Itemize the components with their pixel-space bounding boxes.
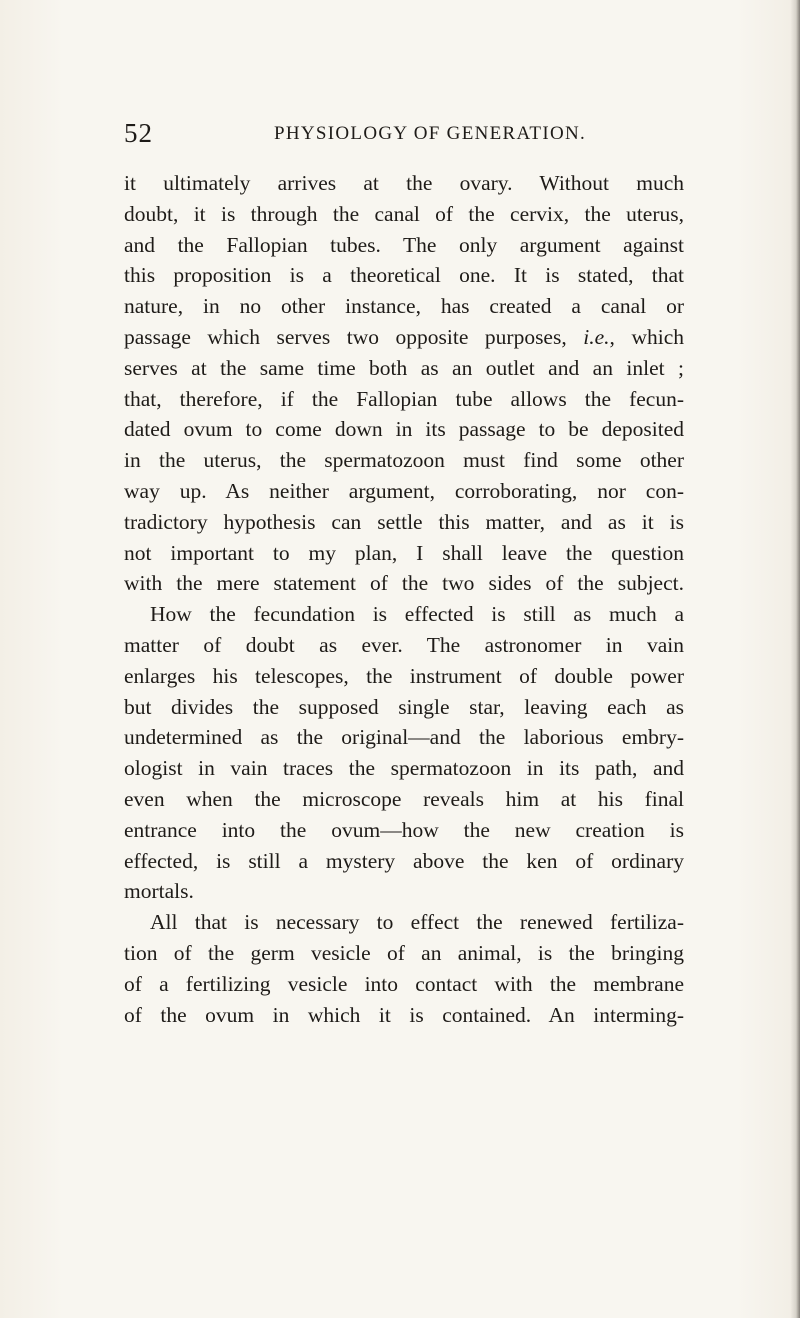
text-line: way up. As neither argument, corroborating, nor con- bbox=[124, 478, 684, 503]
paragraph-2 bbox=[124, 599, 684, 907]
text-line: effected, is still a mystery above the ken of ordinary bbox=[124, 848, 684, 873]
text-line: but divides the supposed single star, leaving each as bbox=[124, 694, 684, 719]
text-line: nature, in no other instance, has created a canal or bbox=[124, 294, 684, 319]
text-line: with the mere statement of the two sides of the subject. bbox=[124, 571, 684, 596]
text-line: undetermined as the original—and the laborious embry- bbox=[124, 725, 684, 750]
text-line: this proposition is a theoretical one. It is stated, that bbox=[124, 263, 684, 288]
text-line: doubt, it is through the canal of the cervix, the uterus, bbox=[124, 201, 684, 226]
page-number: 52 bbox=[124, 118, 153, 148]
paragraph-3 bbox=[124, 907, 684, 1030]
running-title: PHYSIOLOGY OF GENERATION. bbox=[274, 123, 587, 144]
text-line: even when the microscope reveals him at his final bbox=[124, 786, 684, 811]
text-line: it ultimately arrives at the ovary. Without much bbox=[124, 171, 684, 195]
text-line: and the Fallopian tubes. The only argument against bbox=[124, 232, 684, 257]
text-line: entrance into the ovum—how the new creation is bbox=[124, 817, 684, 842]
page-header bbox=[124, 118, 684, 154]
text-line: that, therefore, if the Fallopian tube allows the fecun- bbox=[124, 386, 684, 411]
text-line: tion of the germ vesicle of an animal, is the bringing bbox=[124, 940, 684, 965]
text-line: of a fertilizing vesicle into contact with the membrane bbox=[124, 971, 684, 996]
text-line: mortals. bbox=[124, 879, 194, 904]
text-line: All that is necessary to effect the renewed fertiliza- bbox=[150, 910, 684, 935]
body-text bbox=[124, 168, 684, 1030]
text-line: enlarges his telescopes, the instrument of double power bbox=[124, 663, 684, 688]
text-line: passage which serves two opposite purposes, i.e., which bbox=[124, 324, 684, 349]
italic-abbreviation: i.e. bbox=[583, 324, 610, 349]
text-line: in the uterus, the spermatozoon must find some other bbox=[124, 448, 684, 473]
text-line: ologist in vain traces the spermatozoon in its path, and bbox=[124, 756, 684, 781]
text-line: of the ovum in which it is contained. An interming- bbox=[124, 1002, 684, 1027]
paragraph-1 bbox=[124, 168, 684, 599]
text-line: dated ovum to come down in its passage to be deposited bbox=[124, 417, 684, 442]
page-edge-shadow bbox=[790, 0, 800, 1318]
text-line: matter of doubt as ever. The astronomer in vain bbox=[124, 632, 684, 657]
text-line: How the fecundation is effected is still as much a bbox=[150, 602, 684, 627]
text-line: not important to my plan, I shall leave the question bbox=[124, 540, 684, 565]
text-line: serves at the same time both as an outlet and an inlet ; bbox=[124, 355, 684, 380]
text-line: tradictory hypothesis can settle this matter, and as it is bbox=[124, 509, 684, 534]
